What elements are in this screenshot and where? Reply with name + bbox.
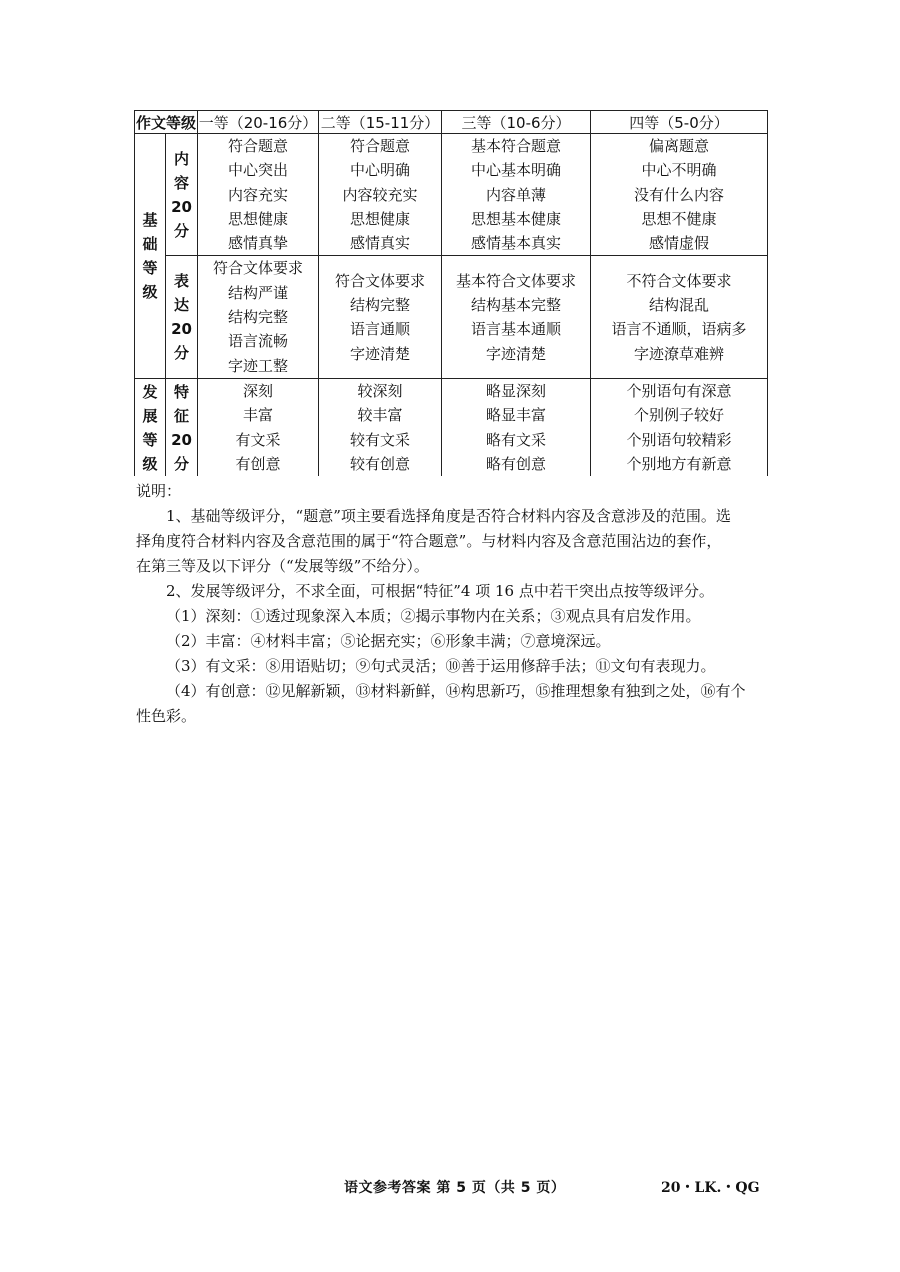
expression-label: 表 达 20 分: [166, 256, 198, 378]
note-sub-2: （2）丰富：④材料丰富；⑤论据充实；⑥形象丰满；⑦意境深远。: [166, 632, 611, 650]
note-item-2: 2、发展等级评分，不求全面，可根据“特征”4 项 16 点中若干突出点按等级评分。: [166, 582, 714, 600]
note-item-1-line-1: 1、基础等级评分，“题意”项主要看选择角度是否符合材料内容及含意涉及的范围。选: [166, 507, 731, 525]
expression-grade-1: 符合文体要求 结构严谨 结构完整 语言流畅 字迹工整: [198, 256, 319, 378]
table-row-feature: [135, 378, 768, 476]
table-header-row: [135, 111, 768, 134]
content-grade-4: 偏离题意 中心不明确 没有什么内容 思想不健康 感情虚假: [591, 134, 768, 256]
table-row-expression: [135, 256, 768, 378]
header-grade-1: 一等（20-16分）: [198, 111, 319, 134]
footer-code: 20・LK.・QG: [661, 1180, 760, 1196]
header-grade-3: 三等（10-6分）: [442, 111, 591, 134]
note-item-1-line-3: 在第三等及以下评分（“发展等级”不给分）。: [136, 557, 429, 575]
grading-table: [134, 110, 768, 476]
expression-grade-2: 符合文体要求 结构完整 语言通顺 字迹清楚: [319, 256, 442, 378]
feature-grade-4: 个别语句有深意 个别例子较好 个别语句较精彩 个别地方有新意: [591, 378, 768, 476]
feature-label: 特 征 20 分: [166, 378, 198, 476]
note-sub-4-line-2: 性色彩。: [136, 707, 197, 725]
group-dev-label: 发 展 等 级: [135, 378, 166, 476]
content-label: 内 容 20 分: [166, 134, 198, 256]
content-grade-2: 符合题意 中心明确 内容较充实 思想健康 感情真实: [319, 134, 442, 256]
feature-grade-3: 略显深刻 略显丰富 略有文采 略有创意: [442, 378, 591, 476]
header-essay-level: 作文等级: [135, 111, 198, 134]
expression-grade-3: 基本符合文体要求 结构基本完整 语言基本通顺 字迹清楚: [442, 256, 591, 378]
header-grade-4: 四等（5-0分）: [591, 111, 768, 134]
table-row-content: [135, 134, 768, 256]
content-grade-1: 符合题意 中心突出 内容充实 思想健康 感情真挚: [198, 134, 319, 256]
feature-grade-2: 较深刻 较丰富 较有文采 较有创意: [319, 378, 442, 476]
content-grade-3: 基本符合题意 中心基本明确 内容单薄 思想基本健康 感情基本真实: [442, 134, 591, 256]
note-sub-3: （3）有文采：⑧用语贴切；⑨句式灵活；⑩善于运用修辞手法；⑪文句有表现力。: [166, 657, 716, 675]
group-basic-label: 基 础 等 级: [135, 134, 166, 379]
header-grade-2: 二等（15-11分）: [319, 111, 442, 134]
feature-grade-1: 深刻 丰富 有文采 有创意: [198, 378, 319, 476]
note-sub-4-line-1: （4）有创意：⑫见解新颖，⑬材料新鲜，⑭构思新巧，⑮推理想象有独到之处，⑯有个: [166, 682, 746, 700]
note-sub-1: （1）深刻：①透过现象深入本质；②揭示事物内在关系；③观点具有启发作用。: [166, 607, 701, 625]
expression-grade-4: 不符合文体要求 结构混乱 语言不通顺，语病多 字迹潦草难辨: [591, 256, 768, 378]
notes-section: [136, 479, 764, 729]
footer-page-info: 语文参考答案 第 5 页（共 5 页）: [344, 1180, 566, 1196]
notes-heading: 说明：: [136, 482, 182, 500]
note-item-1-line-2: 择角度符合材料内容及含意范围的属于“符合题意”。与材料内容及含意范围沾边的套作，: [136, 532, 722, 550]
